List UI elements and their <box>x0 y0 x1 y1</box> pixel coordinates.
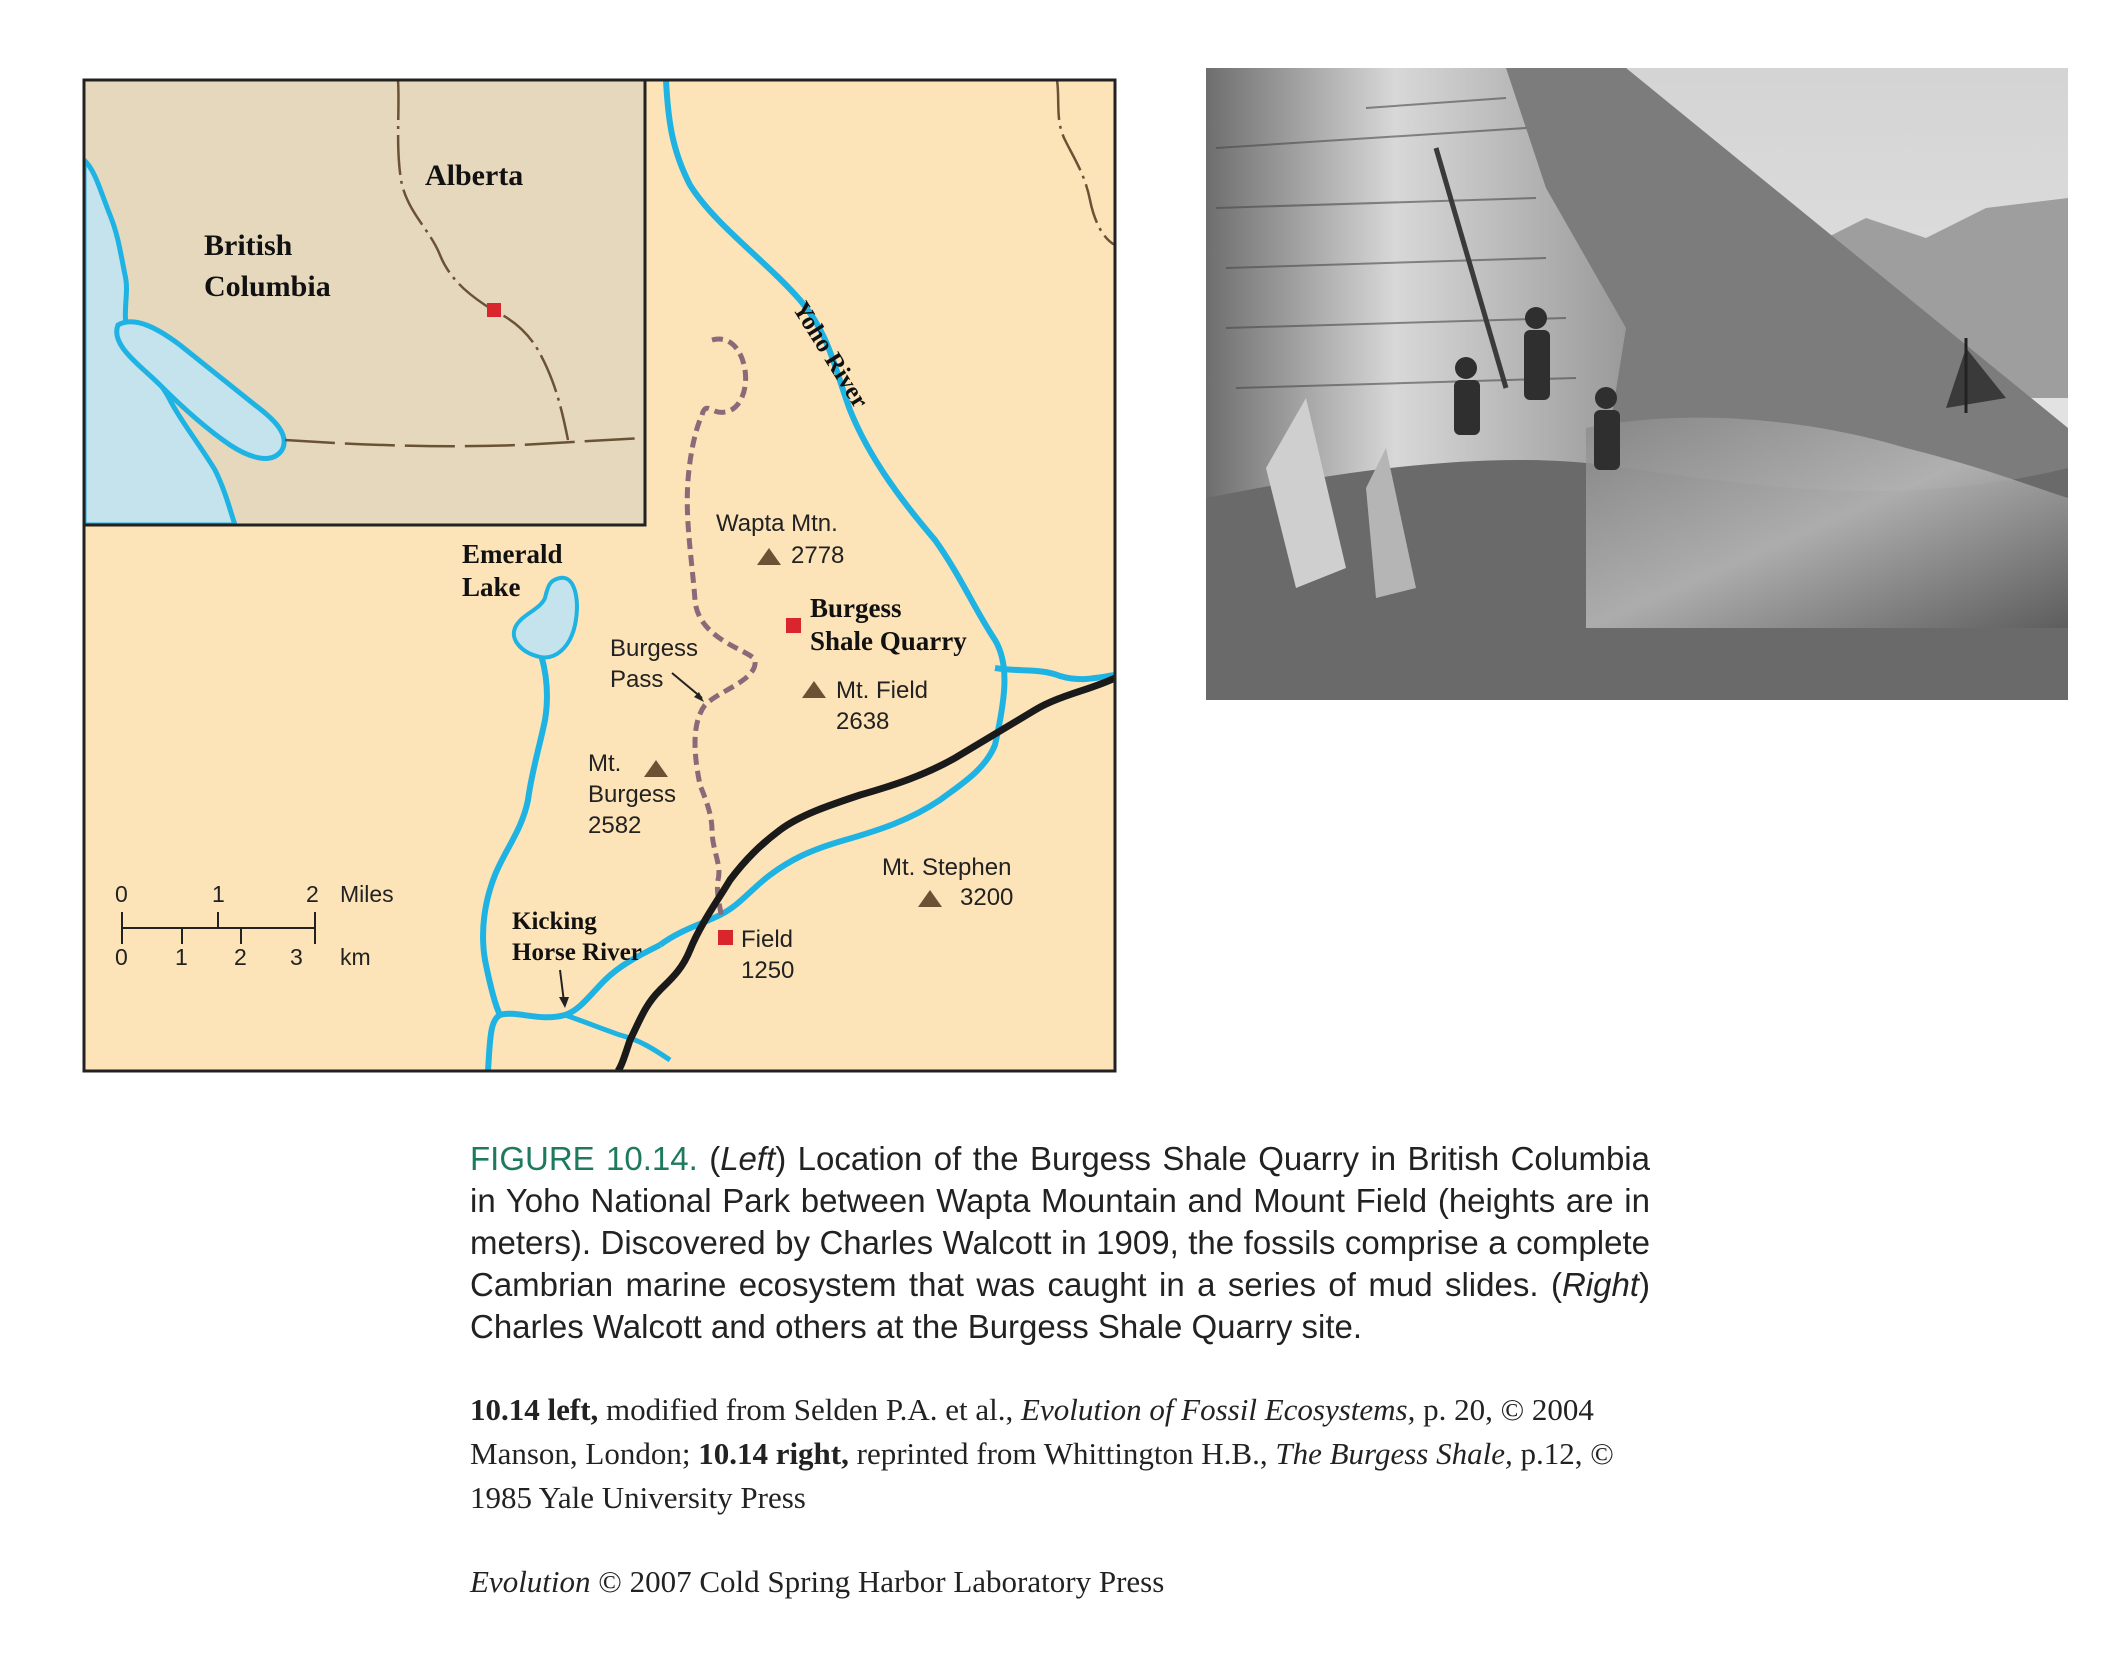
credits-paragraph <box>470 1388 1650 1520</box>
label-wapta-height: 2778 <box>791 542 845 569</box>
label-stephen-height: 3200 <box>960 884 1014 911</box>
town-marker <box>718 930 733 945</box>
label-burgess-mtn-line1: Mt. <box>588 750 622 777</box>
label-pass-line2: Pass <box>610 666 664 693</box>
label-town-height: 1250 <box>741 957 795 984</box>
caption-text-part2: Charles Walcott and others at the Burgess Shale Quarry site. <box>470 1308 1363 1345</box>
caption-right-tag: Right <box>1561 1266 1639 1303</box>
label-bc-line2: Columbia <box>204 270 331 303</box>
caption-text-part1: Location of the Burgess Shale Quarry in British Columbia in Yoho National Park between Wapta Mountain and Mount Field (heights are in meters). Discovered by Charles Walcott in 1909, the fossils comprise a complete Cambrian marine ecosystem that was caught in a series of mud slides. <box>470 1140 1650 1303</box>
figure-number: FIGURE 10.14. <box>470 1140 698 1177</box>
scale-miles-2: 2 <box>306 881 319 907</box>
press-text: © 2007 Cold Spring Harbor Laboratory Press <box>590 1564 1165 1599</box>
caption-paragraph: FIGURE 10.14. (Left) Location of the Burgess Shale Quarry in British Columbia in Yoho National Park between Wapta Mountain and Mount Field (heights are in meters). Discovered by Charles Walcott in 1909, the fossils comprise a complete Cambrian marine ecosystem that was caught in a series of mud slides. (Right) Charles Walcott and others at the Burgess Shale Quarry site. <box>470 1140 1650 1345</box>
credit-right-rest: p.12, © 1985 Yale University Press <box>470 1436 1614 1515</box>
quarry-marker <box>786 618 801 633</box>
scale-miles-1: 1 <box>212 881 225 907</box>
scale-miles-unit: Miles <box>340 881 394 907</box>
label-quarry-line2: Shale Quarry <box>810 626 967 656</box>
credit-right-book: The Burgess Shale, <box>1275 1436 1513 1471</box>
label-yoho-river: Yoho River <box>786 296 874 414</box>
publisher-line <box>470 1560 1650 1604</box>
label-pass-line1: Burgess <box>610 635 699 662</box>
quarry-photograph <box>1206 68 2068 700</box>
credit-right-text: reprinted from Whittington H.B., <box>848 1436 1276 1471</box>
press-book: Evolution <box>470 1564 591 1599</box>
figure-caption <box>470 1138 1650 1604</box>
label-bc-line1: British <box>204 229 293 262</box>
scale-km-0: 0 <box>115 944 128 970</box>
label-emerald-line1: Emerald <box>462 539 563 569</box>
label-stephen-name: Mt. Stephen <box>882 854 1012 881</box>
credit-left-rest: p. 20, © 2004 Manson, London; <box>470 1392 1594 1471</box>
credit-left-text: modified from Selden P.A. et al., <box>598 1392 1022 1427</box>
scale-km-3: 3 <box>290 944 303 970</box>
label-burgess-mtn-line2: Burgess <box>588 781 677 808</box>
inset-quarry-marker <box>487 303 501 317</box>
scale-km-1: 1 <box>175 944 188 970</box>
label-field-mtn-name: Mt. Field <box>836 677 929 704</box>
credit-left-ref: 10.14 left, <box>470 1392 599 1427</box>
label-burgess-mtn-height: 2582 <box>588 812 642 839</box>
scale-km-2: 2 <box>234 944 247 970</box>
scale-miles-0: 0 <box>115 881 128 907</box>
label-wapta-name: Wapta Mtn. <box>716 510 838 537</box>
label-kicking-line2: Horse River <box>512 939 642 966</box>
scale-km-unit: km <box>340 944 371 970</box>
label-kicking-line1: Kicking <box>512 908 597 935</box>
label-quarry-line1: Burgess <box>810 593 902 623</box>
label-alberta: Alberta <box>425 159 524 192</box>
label-town-name: Field <box>741 926 794 953</box>
label-emerald-line2: Lake <box>462 572 521 602</box>
credit-right-ref: 10.14 right, <box>698 1436 849 1471</box>
caption-left-tag: Left <box>720 1140 776 1177</box>
credit-left-book: Evolution of Fossil Ecosystems, <box>1021 1392 1416 1427</box>
label-field-mtn-height: 2638 <box>836 708 890 735</box>
